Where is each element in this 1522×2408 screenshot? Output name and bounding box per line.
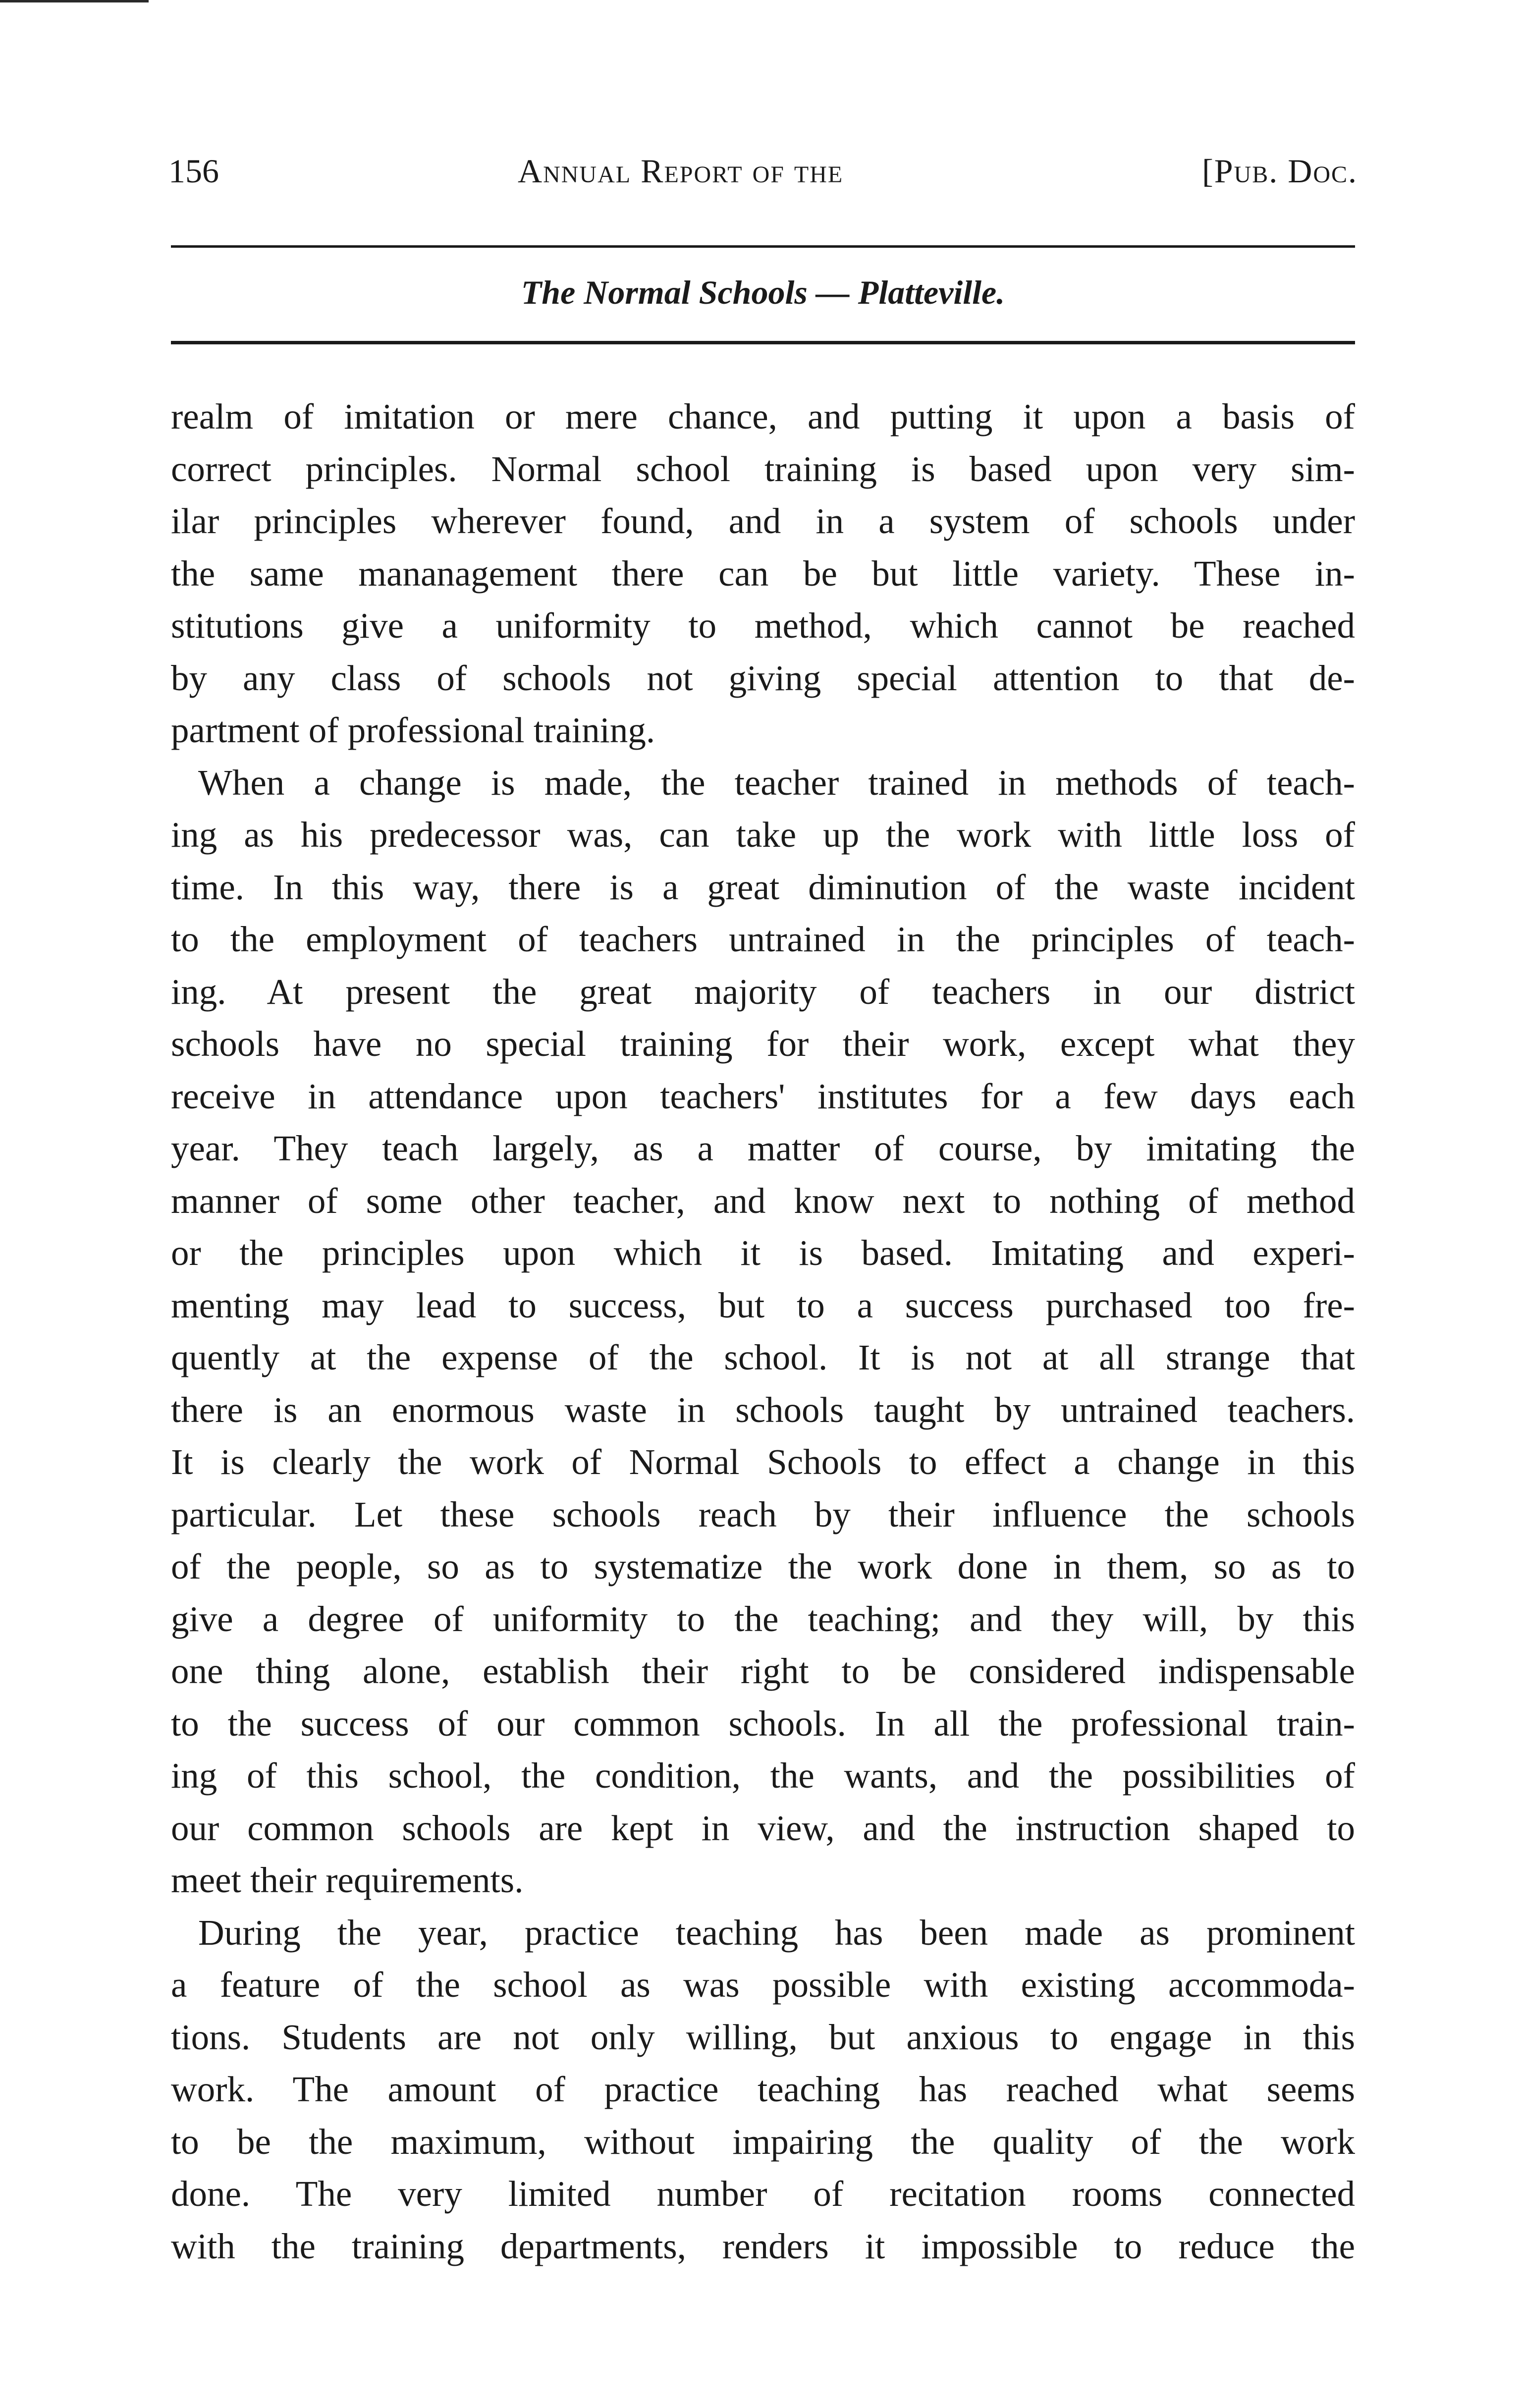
text-line: quently at the expense of the school. It is not at all strange that xyxy=(171,1337,1355,1377)
text-line: particular. Let these schools reach by their influence the schools xyxy=(171,1494,1355,1534)
header-rule-top xyxy=(171,245,1355,248)
text-line: manner of some other teacher, and know next to nothing of method xyxy=(171,1180,1355,1221)
text-line: ing. At present the great majority of teachers in our district xyxy=(171,971,1355,1012)
text-line: the same mananagement there can be but little variety. These in- xyxy=(171,553,1355,594)
text-line: one thing alone, establish their right to be considered indispensable xyxy=(171,1651,1355,1691)
publication-label: [Pub. Doc. xyxy=(1202,152,1358,190)
text-line: tions. Students are not only willing, but anxious to engage in this xyxy=(171,2017,1355,2057)
text-line: or the principles upon which it is based. Imitating and experi- xyxy=(171,1233,1355,1273)
body-text xyxy=(171,390,1355,2272)
text-line: menting may lead to success, but to a success purchased too fre- xyxy=(171,1285,1355,1325)
page-header xyxy=(168,149,1358,193)
text-line: there is an enormous waste in schools taught by untrained teachers. xyxy=(171,1389,1355,1430)
section-title: The Normal Schools — Platteville. xyxy=(521,274,1005,311)
text-line: partment of professional training. xyxy=(171,710,655,750)
page-edge-mark xyxy=(0,0,149,2)
text-line: receive in attendance upon teachers' institutes for a few days each xyxy=(171,1076,1355,1116)
text-line: ing of this school, the condition, the wants, and the possibilities of xyxy=(171,1755,1355,1796)
text-line: It is clearly the work of Normal Schools to effect a change in this xyxy=(171,1442,1355,1482)
paragraph-2 xyxy=(171,757,1355,1907)
text-line: to be the maximum, without impairing the quality of the work xyxy=(171,2121,1355,2162)
text-line: with the training departments, renders it impossible to reduce the xyxy=(171,2226,1355,2266)
text-line: to the employment of teachers untrained in the principles of teach- xyxy=(171,919,1355,959)
paragraph-1 xyxy=(171,390,1355,757)
text-line: meet their requirements. xyxy=(171,1860,524,1900)
text-line: ilar principles wherever found, and in a system of schools under xyxy=(171,501,1355,541)
text-line: correct principles. Normal school training is based upon very sim- xyxy=(171,448,1355,489)
text-line: realm of imitation or mere chance, and putting it upon a basis of xyxy=(171,396,1355,437)
text-line: of the people, so as to systematize the work done in them, so as to xyxy=(171,1546,1355,1587)
text-line: by any class of schools not giving special attention to that de- xyxy=(171,657,1355,698)
text-line: to the success of our common schools. In all the professional train- xyxy=(171,1703,1355,1744)
page-number: 156 xyxy=(168,152,219,190)
text-line: During the year, practice teaching has been made as prominent xyxy=(198,1912,1355,1953)
paragraph-3 xyxy=(171,1907,1355,2273)
text-line: year. They teach largely, as a matter of course, by imitating the xyxy=(171,1128,1355,1168)
header-rule-bottom xyxy=(171,341,1355,344)
text-line: a feature of the school as was possible with existing accommoda- xyxy=(171,1965,1355,2005)
text-line: stitutions give a uniformity to method, which cannot be reached xyxy=(171,605,1355,646)
text-line: ing as his predecessor was, can take up the work with little loss of xyxy=(171,815,1355,855)
text-line: schools have no special training for their work, except what they xyxy=(171,1024,1355,1064)
text-line: our common schools are kept in view, and the instruction shaped to xyxy=(171,1807,1355,1848)
text-line: When a change is made, the teacher trained in methods of teach- xyxy=(198,762,1355,803)
text-line: work. The amount of practice teaching has reached what seems xyxy=(171,2069,1355,2109)
text-line: done. The very limited number of recitation rooms connected xyxy=(171,2174,1355,2214)
text-line: give a degree of uniformity to the teaching; and they will, by this xyxy=(171,1598,1355,1639)
running-title: Annual Report of the xyxy=(518,152,844,190)
text-line: time. In this way, there is a great diminution of the waste incident xyxy=(171,867,1355,907)
